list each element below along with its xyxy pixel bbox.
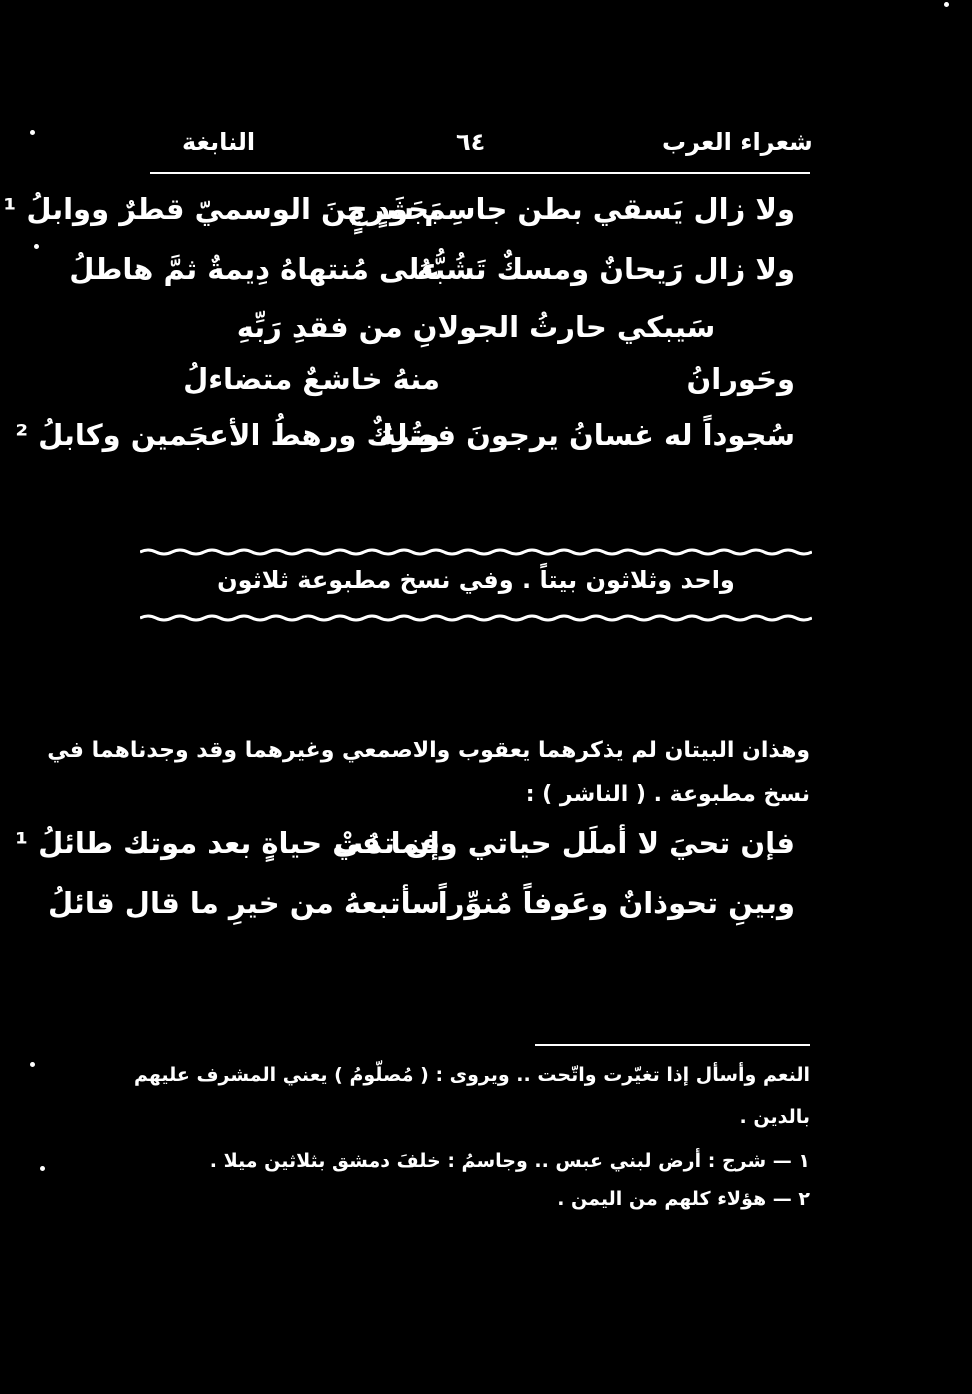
header-rule	[150, 172, 810, 174]
poem1-line5-left: وتُركٌ ورهطُ الأعجَمين وكابلُ ²	[15, 418, 440, 452]
footnote-line1: النعم وأسأل إذا تغيّرت واتّحت .. ويروى : ( مُصلّومُ ) يعني المشرف عليهم	[133, 1064, 810, 1086]
scan-speck	[40, 1166, 45, 1171]
header-book-title: شعراء العرب	[662, 128, 813, 156]
poem1-line1-left: بجَودٍ مِنَ الوسميّ قطرٌ ووابلُ ¹	[3, 192, 440, 226]
wavy-rule-top	[140, 548, 812, 556]
poem1-line4-left: منهُ خاشعٌ متضاءلُ	[183, 362, 440, 396]
footnote-1: ١ — شرج : أرض لبني عبس .. وجاسمُ : خلفَ دمشق بثلاثين ميلا .	[209, 1150, 810, 1172]
poem1-line5-right: سُجوداً له غسانُ يرجونَ فضلهُ	[379, 418, 795, 452]
scan-speck	[30, 130, 35, 135]
poem2-line2-right: وبينِ تحوذانٌ وعَوفاً مُنوِّراً	[437, 886, 795, 920]
scan-speck	[30, 1062, 35, 1067]
header-page-number: ٦٤	[456, 128, 486, 156]
poem1-line4-right: وحَورانُ	[686, 362, 795, 396]
footnote-2: ٢ — هؤلاء كلهم من اليمن .	[557, 1188, 810, 1210]
poem1-line2-left: على مُنتهاهُ دِيمةٌ ثمَّ هاطلُ	[69, 252, 440, 286]
prose-line1: وهذان البيتان لم يذكرهما يعقوب والاصمعي وغيرهما وقد وجدناهما في	[47, 738, 810, 763]
poem1-line1-right: ولا زال يَسقي بطن جاسِمَ شَرجٍ	[346, 192, 795, 226]
poem2-line1-left: فما في حياةٍ بعد موتك طائلُ ¹	[15, 826, 440, 860]
poem2-line1-right: فإن تحيَ لا أملَل حياتي وإن تمُتْ	[333, 826, 795, 860]
poem2-line2-left: سأتبعهُ من خيرِ ما قال قائلُ	[48, 886, 440, 920]
poem1-line3-center: سَيبكي حارثُ الجولانِ من فقدِ رَبِّهِ	[236, 310, 716, 344]
poem1-line2-right: ولا زال رَيحانٌ ومسكٌ تَشُبُّهُ	[416, 252, 795, 286]
prose-line2: نسخ مطبوعة . ( الناشر ) :	[525, 782, 810, 807]
wavy-rule-bottom	[140, 614, 812, 622]
section-title: واحد وثلاثون بيتاً . وفي نسخ مطبوعة ثلاثون	[217, 566, 735, 594]
header-poet-name: النابغة	[182, 128, 256, 156]
footnote-rule	[535, 1044, 810, 1046]
scan-speck	[34, 244, 39, 249]
footnote-line2: بالدين .	[739, 1106, 810, 1128]
scan-speck	[944, 2, 949, 7]
